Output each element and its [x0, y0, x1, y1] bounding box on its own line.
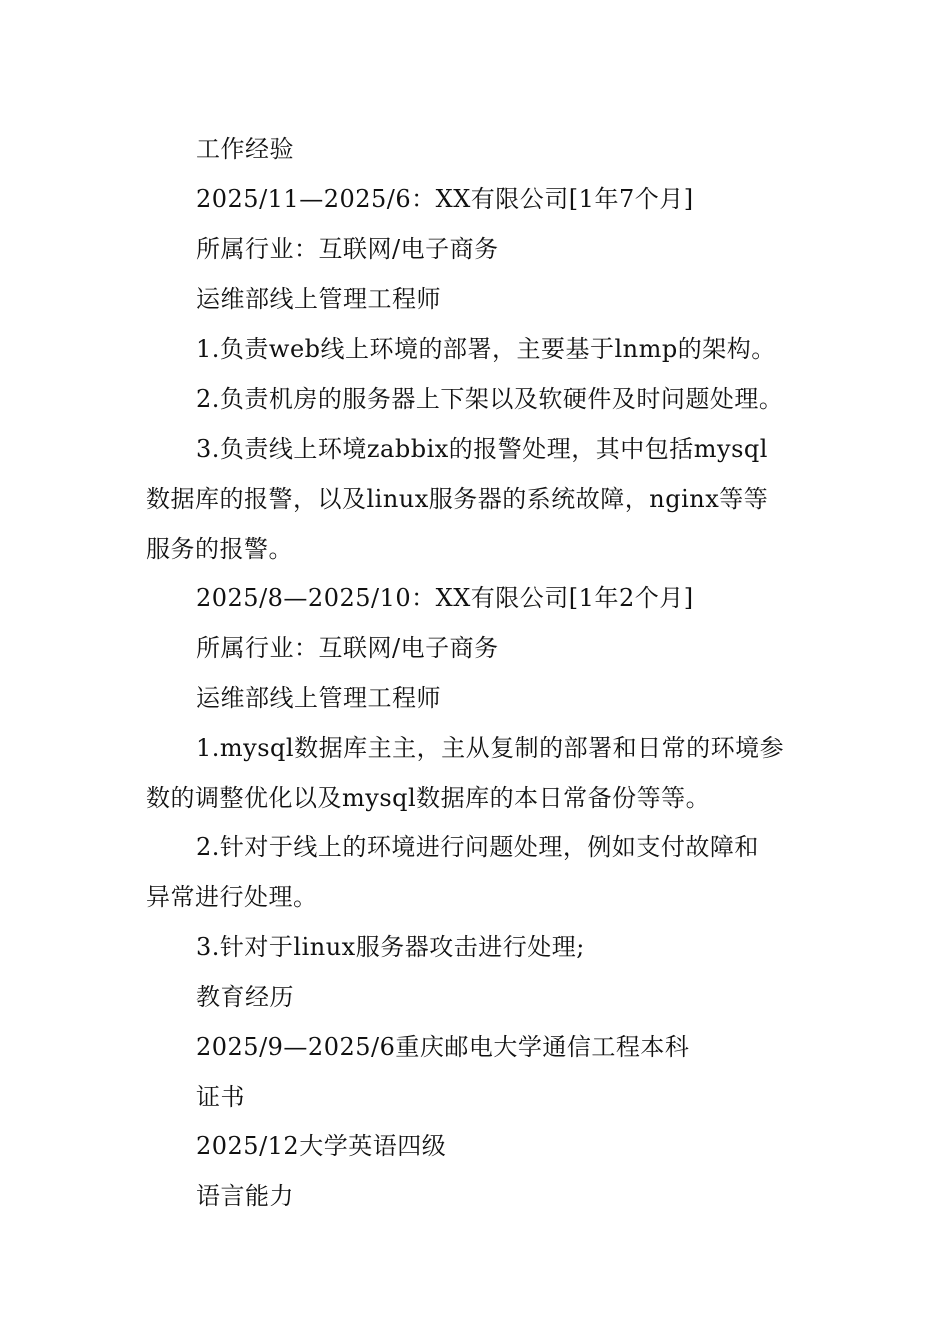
- section-heading-work-experience: 工作经验: [196, 135, 294, 163]
- job-2-title: 运维部线上管理工程师: [196, 684, 441, 712]
- job-1-duty-1: 1.负责web线上环境的部署，主要基于lnmp的架构。: [196, 335, 776, 363]
- job-1-duty-3-line-2: 数据库的报警，以及linux服务器的系统故障，nginx等等: [146, 485, 769, 513]
- section-heading-education: 教育经历: [196, 983, 294, 1011]
- job-2-duty-1-line-2: 数的调整优化以及mysql数据库的本日常备份等等。: [146, 784, 711, 812]
- section-heading-language: 语言能力: [196, 1182, 294, 1210]
- job-2-duty-1-line-1: 1.mysql数据库主主，主从复制的部署和日常的环境参: [196, 734, 785, 762]
- job-1-industry: 所属行业：互联网/电子商务: [196, 235, 499, 263]
- job-1-title: 运维部线上管理工程师: [196, 285, 441, 313]
- job-1-duty-2: 2.负责机房的服务器上下架以及软硬件及时问题处理。: [196, 385, 784, 413]
- job-2-duty-3: 3.针对于linux服务器攻击进行处理;: [196, 933, 585, 961]
- job-1-duty-3-line-1: 3.负责线上环境zabbix的报警处理，其中包括mysql: [196, 435, 768, 463]
- job-2-duty-2-line-2: 异常进行处理。: [146, 883, 318, 911]
- job-1-duty-3-line-3: 服务的报警。: [146, 535, 293, 563]
- certificate-entry: 2025/12大学英语四级: [196, 1132, 447, 1160]
- job-2-industry: 所属行业：互联网/电子商务: [196, 634, 499, 662]
- job-1-period: 2025/11—2025/6：XX有限公司[1年7个月]: [196, 185, 694, 213]
- job-2-period: 2025/8—2025/10：XX有限公司[1年2个月]: [196, 584, 694, 612]
- education-entry: 2025/9—2025/6重庆邮电大学通信工程本科: [196, 1033, 690, 1061]
- section-heading-certificates: 证书: [196, 1083, 245, 1111]
- job-2-duty-2-line-1: 2.针对于线上的环境进行问题处理，例如支付故障和: [196, 833, 759, 861]
